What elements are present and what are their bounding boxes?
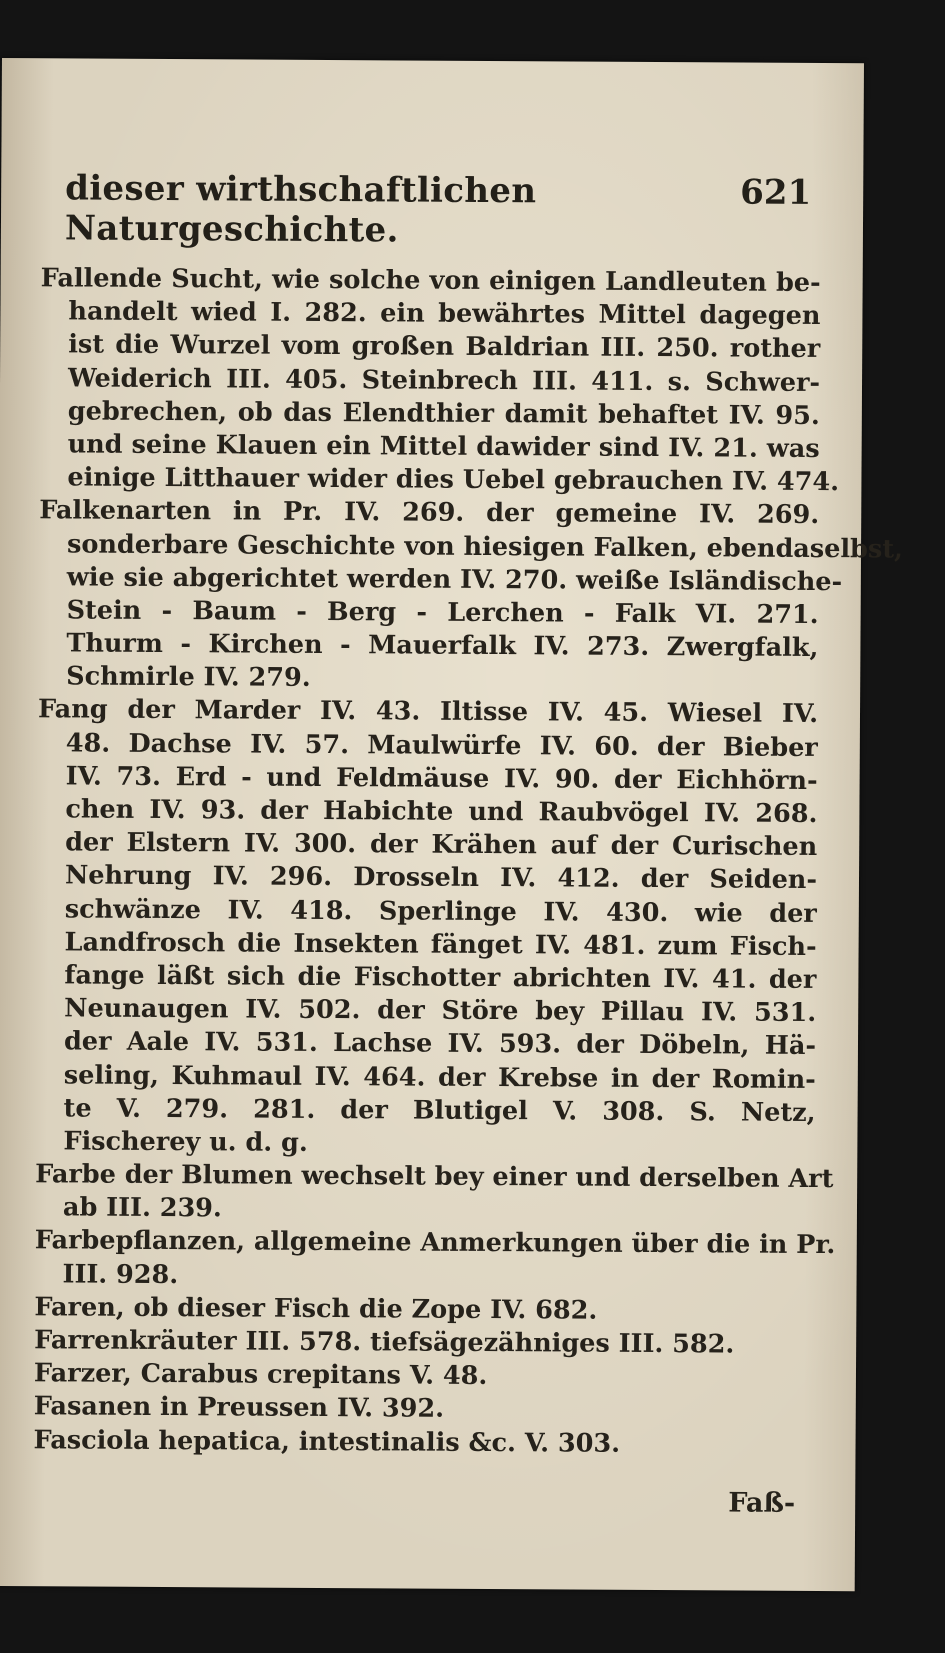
text-line: Farbe der Blumen wechselt bey einer und derselben Art [35, 1159, 834, 1195]
text-line: te V. 279. 281. der Blutigel V. 308. S. Netz, [63, 1093, 816, 1128]
text-line: Fasciola hepatica, intestinalis &c. V. 303. [33, 1424, 621, 1459]
text-line: und seine Klauen ein Mittel dawider sind IV. 21. was [67, 429, 820, 464]
text-line: der Aale IV. 531. Lachse IV. 593. der Döbeln, Hä- [63, 1026, 817, 1062]
text-line: Thurm - Kirchen - Mauerfalk IV. 273. Zwergfalk, [66, 628, 819, 664]
text-line: ist die Wurzel vom großen Baldrian III. 250. rother [68, 329, 821, 365]
text-line: sonderbare Geschichte von hiesigen Falken, ebendaselbst, [66, 528, 904, 565]
running-title: dieser wirthschaftlichen Naturgeschichte. [64, 168, 537, 251]
text-line: wie sie abgerichtet werden IV. 270. weiße Isländische- [66, 562, 843, 597]
text-line: III. 928. [62, 1259, 179, 1290]
text-line: Weiderich III. 405. Steinbrech III. 411. s. Schwer- [67, 362, 821, 398]
index-entries [33, 262, 904, 1461]
text-line: Fischerey u. d. g. [63, 1126, 308, 1158]
text-line: gebrechen, ob das Elendthier damit behaftet IV. 95. [67, 396, 820, 431]
text-line: handelt wied I. 282. ein bewährtes Mittel dagegen [68, 296, 821, 332]
text-line: 48. Dachse IV. 57. Maulwürfe IV. 60. der Bieber [65, 728, 818, 763]
book-page [0, 58, 904, 1591]
text-line: IV. 73. Erd - und Feldmäuse IV. 90. der Eichhörn- [65, 761, 818, 796]
catchword: Faß- [728, 1487, 796, 1519]
running-header [64, 158, 812, 251]
text-line: Fallende Sucht, wie solche von einigen Landleuten be- [40, 263, 821, 299]
text-line: Nehrung IV. 296. Drosseln IV. 412. der Seiden- [64, 860, 818, 896]
text-line: Schmirle IV. 279. [66, 661, 311, 694]
text-line: seling, Kuhmaul IV. 464. der Krebse in der Romin- [63, 1059, 816, 1095]
text-line: einige Litthauer wider dies Uebel gebrauchen IV. 474. [67, 462, 840, 498]
text-line: Landfrosch die Insekten fänget IV. 481. zum Fisch- [64, 927, 817, 962]
text-line: Stein - Baum - Berg - Lerchen - Falk VI. 271. [66, 595, 819, 630]
text-line: ab III. 239. [62, 1192, 222, 1224]
text-line: Farrenkräuter III. 578. tiefsägezähniges III. 582. [34, 1325, 735, 1360]
text-line: der Elstern IV. 300. der Krähen auf der Curischen [65, 827, 818, 863]
text-line: Farzer, Carabus crepitans V. 48. [33, 1358, 488, 1392]
text-line: Falkenarten in Pr. IV. 269. der gemeine IV. 269. [39, 495, 820, 531]
page-number: 621 [740, 172, 812, 213]
text-line: Fang der Marder IV. 43. Iltisse IV. 45. Wiesel IV. [37, 694, 819, 730]
text-line: chen IV. 93. der Habichte und Raubvögel IV. 268. [65, 794, 818, 829]
text-line: fange läßt sich die Fischotter abrichten IV. 41. der [64, 960, 817, 995]
text-line: Farbepflanzen, allgemeine Anmerkungen über die in Pr. [34, 1225, 836, 1261]
text-line: Faren, ob dieser Fisch die Zope IV. 682. [34, 1292, 598, 1326]
text-line: schwänze IV. 418. Sperlinge IV. 430. wie der [64, 893, 817, 929]
text-line: Fasanen in Preussen IV. 392. [33, 1391, 445, 1425]
text-line: Neunaugen IV. 502. der Störe bey Pillau IV. 531. [64, 993, 817, 1029]
